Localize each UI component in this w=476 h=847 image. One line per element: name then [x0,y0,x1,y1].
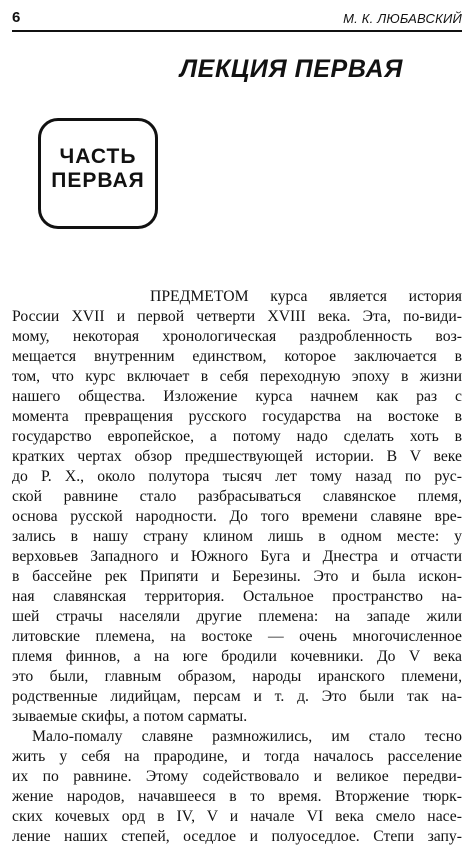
part-box [38,118,158,229]
text-line: это были, главным образом, народы иранского племени, [12,668,462,685]
text-line: России XVII и первой четверти XVIII века. Эта, по-види- [12,308,462,325]
text-line: жить у себя на прародине, и тогда началось расселение [12,748,462,765]
text-line: основа русской народности. До того времени славяне вре- [12,508,462,525]
text-line: ПРЕДМЕТОМ курса является история [150,288,462,305]
paragraph-2 [12,727,462,847]
text-line: их по равнине. Этому содействовало и великое передви- [12,768,462,785]
text-line: зались в нашу страну клином лишь в одном месте: у [12,528,462,545]
text-line: шей страчы населяли другие племена: на западе жили [12,608,462,625]
text-line: ление наших степей, оседлое и полуоседлое. Степи запу- [12,828,462,845]
text-line: зываемые скифы, а потом сарматы. [12,708,248,725]
body-text [12,287,462,847]
text-line: в бассейне рек Припяти и Березины. Это и была искон- [12,568,462,585]
page-number: 6 [12,9,21,26]
text-line: Мало-помалу славяне размножились, им стало тесно [32,728,462,745]
text-line: ских кочевых орд в IV, V и начале VI века смело насе- [12,808,462,825]
text-line: верховьев Западного и Южного Буга и Днестра и отчасти [12,548,462,565]
text-line: литовские племена, на востоке — очень многочисленное [12,628,462,645]
text-line: государство европейское, а потому надо сделать хоть в [12,428,462,445]
text-line: нашего общества. Изложение курса начнем как раз с [12,388,462,405]
author-name: М. К. ЛЮБАВСКИЙ [343,11,462,26]
text-line: мому, некоторая хронологическая раздробленность воз- [12,328,462,345]
paragraph-1 [12,287,462,727]
text-line: мещается внутренним единством, которое заключается в [12,348,462,365]
text-line: жение народов, начавшееся в то время. Вторжение тюрк- [12,788,462,805]
text-line: том, что курс включает в себя переходную эпоху в жизни [12,368,462,385]
text-line: ской равнине стало разбрасываться славянское племя, [12,488,462,505]
text-line: ная славянская территория. Остальное пространство на- [12,588,462,605]
lecture-title: ЛЕКЦИЯ ПЕРВАЯ [179,55,403,83]
part-label-line-1: ЧАСТЬ [59,145,137,168]
part-label-line-2: ПЕРВАЯ [51,169,145,192]
text-line: племя финнов, а на юге бродили кочевники. До V века [12,648,462,665]
part-label [41,145,155,193]
text-line: момента превращения русского государства на востоке в [12,408,462,425]
running-head [12,8,462,32]
text-line: кратких чертах обзор предшествующей истории. В V веке [12,448,462,465]
text-line: до Р. Х., около полутора тысяч лет тому назад по рус- [12,468,462,485]
text-line: родственные лидийцам, персам и т. д. Это были так на- [12,688,462,705]
